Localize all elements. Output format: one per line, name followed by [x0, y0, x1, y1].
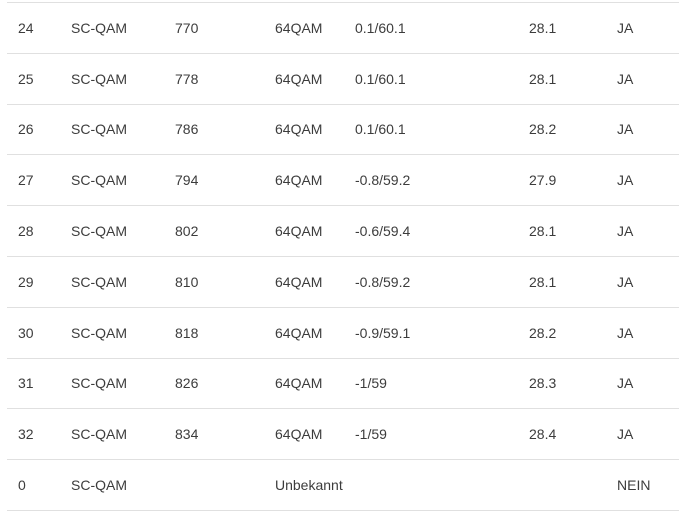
- cell-power-snr: -0.9/59.1: [344, 307, 518, 358]
- cell-channel-type: SC-QAM: [60, 358, 164, 409]
- cell-value: 28.1: [518, 256, 606, 307]
- cell-modulation: 64QAM: [264, 256, 344, 307]
- cell-channel-type: SC-QAM: [60, 53, 164, 104]
- cell-modulation: 64QAM: [264, 3, 344, 54]
- table-row: [7, 155, 679, 206]
- cell-channel-type: SC-QAM: [60, 206, 164, 257]
- cell-frequency: 802: [164, 206, 264, 257]
- cell-channel-id: 32: [7, 409, 60, 460]
- downstream-channel-table: [7, 2, 679, 511]
- cell-locked: JA: [606, 104, 679, 155]
- cell-value: 28.4: [518, 409, 606, 460]
- cell-locked: JA: [606, 307, 679, 358]
- table-row: [7, 206, 679, 257]
- table-row: [7, 307, 679, 358]
- cell-locked: JA: [606, 206, 679, 257]
- cell-power-snr: -1/59: [344, 409, 518, 460]
- cell-channel-type: SC-QAM: [60, 460, 164, 511]
- cell-value: [518, 460, 606, 511]
- cell-power-snr: 0.1/60.1: [344, 104, 518, 155]
- cell-frequency: 778: [164, 53, 264, 104]
- cell-frequency: [164, 460, 264, 511]
- cell-value: 28.2: [518, 104, 606, 155]
- table-row: [7, 256, 679, 307]
- cell-modulation: Unbekannt: [264, 460, 344, 511]
- cell-channel-type: SC-QAM: [60, 3, 164, 54]
- cell-locked: JA: [606, 155, 679, 206]
- table-row: [7, 3, 679, 54]
- cell-value: 28.2: [518, 307, 606, 358]
- table-row: [7, 104, 679, 155]
- table-row: [7, 409, 679, 460]
- cell-channel-id: 25: [7, 53, 60, 104]
- cell-frequency: 826: [164, 358, 264, 409]
- cell-locked: JA: [606, 3, 679, 54]
- cell-channel-id: 0: [7, 460, 60, 511]
- channel-table-body: [7, 3, 679, 511]
- cell-frequency: 818: [164, 307, 264, 358]
- cell-frequency: 810: [164, 256, 264, 307]
- table-row: [7, 53, 679, 104]
- cell-frequency: 794: [164, 155, 264, 206]
- cell-channel-id: 30: [7, 307, 60, 358]
- cell-power-snr: -0.6/59.4: [344, 206, 518, 257]
- cell-modulation: 64QAM: [264, 358, 344, 409]
- cell-channel-id: 28: [7, 206, 60, 257]
- cell-modulation: 64QAM: [264, 307, 344, 358]
- cell-channel-type: SC-QAM: [60, 307, 164, 358]
- cell-frequency: 770: [164, 3, 264, 54]
- table-row: [7, 460, 679, 511]
- cell-value: 28.3: [518, 358, 606, 409]
- cell-frequency: 786: [164, 104, 264, 155]
- cell-modulation: 64QAM: [264, 53, 344, 104]
- cell-locked: JA: [606, 256, 679, 307]
- cell-locked: NEIN: [606, 460, 679, 511]
- cell-modulation: 64QAM: [264, 409, 344, 460]
- cell-channel-type: SC-QAM: [60, 256, 164, 307]
- cell-power-snr: -1/59: [344, 358, 518, 409]
- cell-channel-id: 24: [7, 3, 60, 54]
- cell-modulation: 64QAM: [264, 206, 344, 257]
- cell-value: 28.1: [518, 3, 606, 54]
- cell-value: 27.9: [518, 155, 606, 206]
- cell-modulation: 64QAM: [264, 155, 344, 206]
- cell-channel-id: 29: [7, 256, 60, 307]
- cell-power-snr: 0.1/60.1: [344, 3, 518, 54]
- table-row: [7, 358, 679, 409]
- cell-frequency: 834: [164, 409, 264, 460]
- cell-power-snr: -0.8/59.2: [344, 256, 518, 307]
- cell-power-snr: [344, 460, 518, 511]
- cell-value: 28.1: [518, 206, 606, 257]
- cell-channel-type: SC-QAM: [60, 155, 164, 206]
- cell-power-snr: -0.8/59.2: [344, 155, 518, 206]
- cell-channel-type: SC-QAM: [60, 409, 164, 460]
- cell-power-snr: 0.1/60.1: [344, 53, 518, 104]
- cell-locked: JA: [606, 409, 679, 460]
- cell-value: 28.1: [518, 53, 606, 104]
- cell-channel-id: 26: [7, 104, 60, 155]
- cell-channel-type: SC-QAM: [60, 104, 164, 155]
- cell-locked: JA: [606, 53, 679, 104]
- cell-modulation: 64QAM: [264, 104, 344, 155]
- cell-channel-id: 27: [7, 155, 60, 206]
- cell-channel-id: 31: [7, 358, 60, 409]
- cell-locked: JA: [606, 358, 679, 409]
